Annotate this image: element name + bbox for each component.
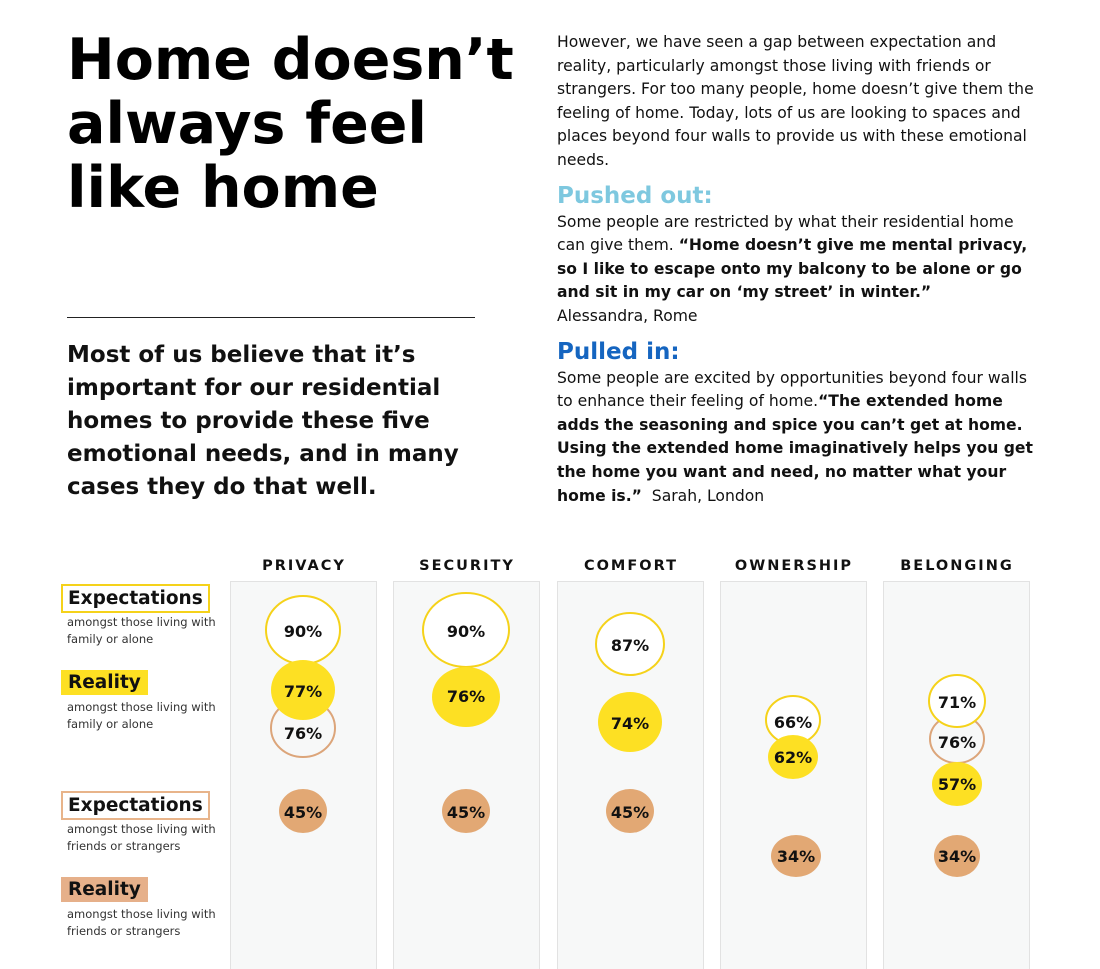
value-label-ownership-s0: 66% xyxy=(773,713,813,732)
value-label-privacy-s0: 90% xyxy=(283,622,323,641)
pushed-out-text: Some people are restricted by what their residential home can give them. xyxy=(557,212,1014,255)
pulled-in-text: Some people are excited by opportunities beyond four walls to enhance their feeling of home. xyxy=(557,368,1027,411)
pulled-in-heading: Pulled in: xyxy=(557,338,680,365)
value-label-comfort-s1: 74% xyxy=(610,714,650,733)
pulled-in-author: Sarah, London xyxy=(651,486,765,505)
page-title: Home doesn’t always feel like home xyxy=(67,27,514,221)
intro-text: Most of us believe that it’s important for our residential homes to provide these five emotional needs, and in many cases they do that well. xyxy=(67,342,459,500)
category-label-comfort: COMFORT xyxy=(583,558,679,574)
category-label-belonging: BELONGING xyxy=(900,558,1014,574)
value-label-comfort-s0: 87% xyxy=(610,636,650,655)
legend-reality-friends: Reality xyxy=(61,877,148,902)
body-paragraph: However, we have seen a gap between expectation and reality, particularly amongst those living with friends or strangers. For too many people, home doesn’t give them the feeling of home. Today, lots of us are looking to spaces and places beyond four walls to provide us with these emotional needs. xyxy=(557,33,1034,169)
value-label-security-s3: 45% xyxy=(446,803,486,822)
legend-reality-friends-sub: amongst those living with friends or strangers xyxy=(67,907,216,938)
value-label-comfort-s3: 45% xyxy=(610,803,650,822)
value-label-belonging-s1: 57% xyxy=(937,775,977,794)
legend-reality-family: Reality xyxy=(61,670,148,695)
legend-expectations-family-sub: amongst those living with family or alone xyxy=(67,615,216,646)
category-label-privacy: PRIVACY xyxy=(262,558,346,574)
value-label-security-s0: 90% xyxy=(446,622,486,641)
pushed-out-heading: Pushed out: xyxy=(557,182,713,209)
legend-expectations-family: Expectations xyxy=(61,584,210,613)
value-label-belonging-s3: 34% xyxy=(937,847,977,866)
value-label-ownership-s3: 34% xyxy=(776,847,816,866)
pushed-out-quote: “Home doesn’t give me mental privacy, so I like to escape onto my balcony to be alone or go and sit in my car on ‘my street’ in winter.” xyxy=(557,236,1028,302)
category-label-security: SECURITY xyxy=(419,558,515,574)
legend-expectations-friends: Expectations xyxy=(61,791,210,820)
category-label-ownership: OWNERSHIP xyxy=(734,558,854,574)
value-label-privacy-s3: 45% xyxy=(283,803,323,822)
legend-expectations-friends-sub: amongst those living with friends or strangers xyxy=(67,822,216,853)
pulled-in-quote: “The extended home adds the seasoning and spice you can’t get at home. Using the extended home imaginatively helps you get the home you want and need, no matter what your home is.” xyxy=(557,392,1033,505)
value-label-privacy-s1: 77% xyxy=(283,682,323,701)
pushed-out-author: Alessandra, Rome xyxy=(557,306,698,325)
value-label-belonging-s0: 71% xyxy=(937,693,977,712)
value-label-privacy-s2: 76% xyxy=(283,724,323,743)
value-label-security-s1: 76% xyxy=(446,687,486,706)
value-label-ownership-s1: 62% xyxy=(773,748,813,767)
legend-reality-family-sub: amongst those living with family or alone xyxy=(67,700,216,731)
value-label-belonging-s2: 76% xyxy=(937,733,977,752)
